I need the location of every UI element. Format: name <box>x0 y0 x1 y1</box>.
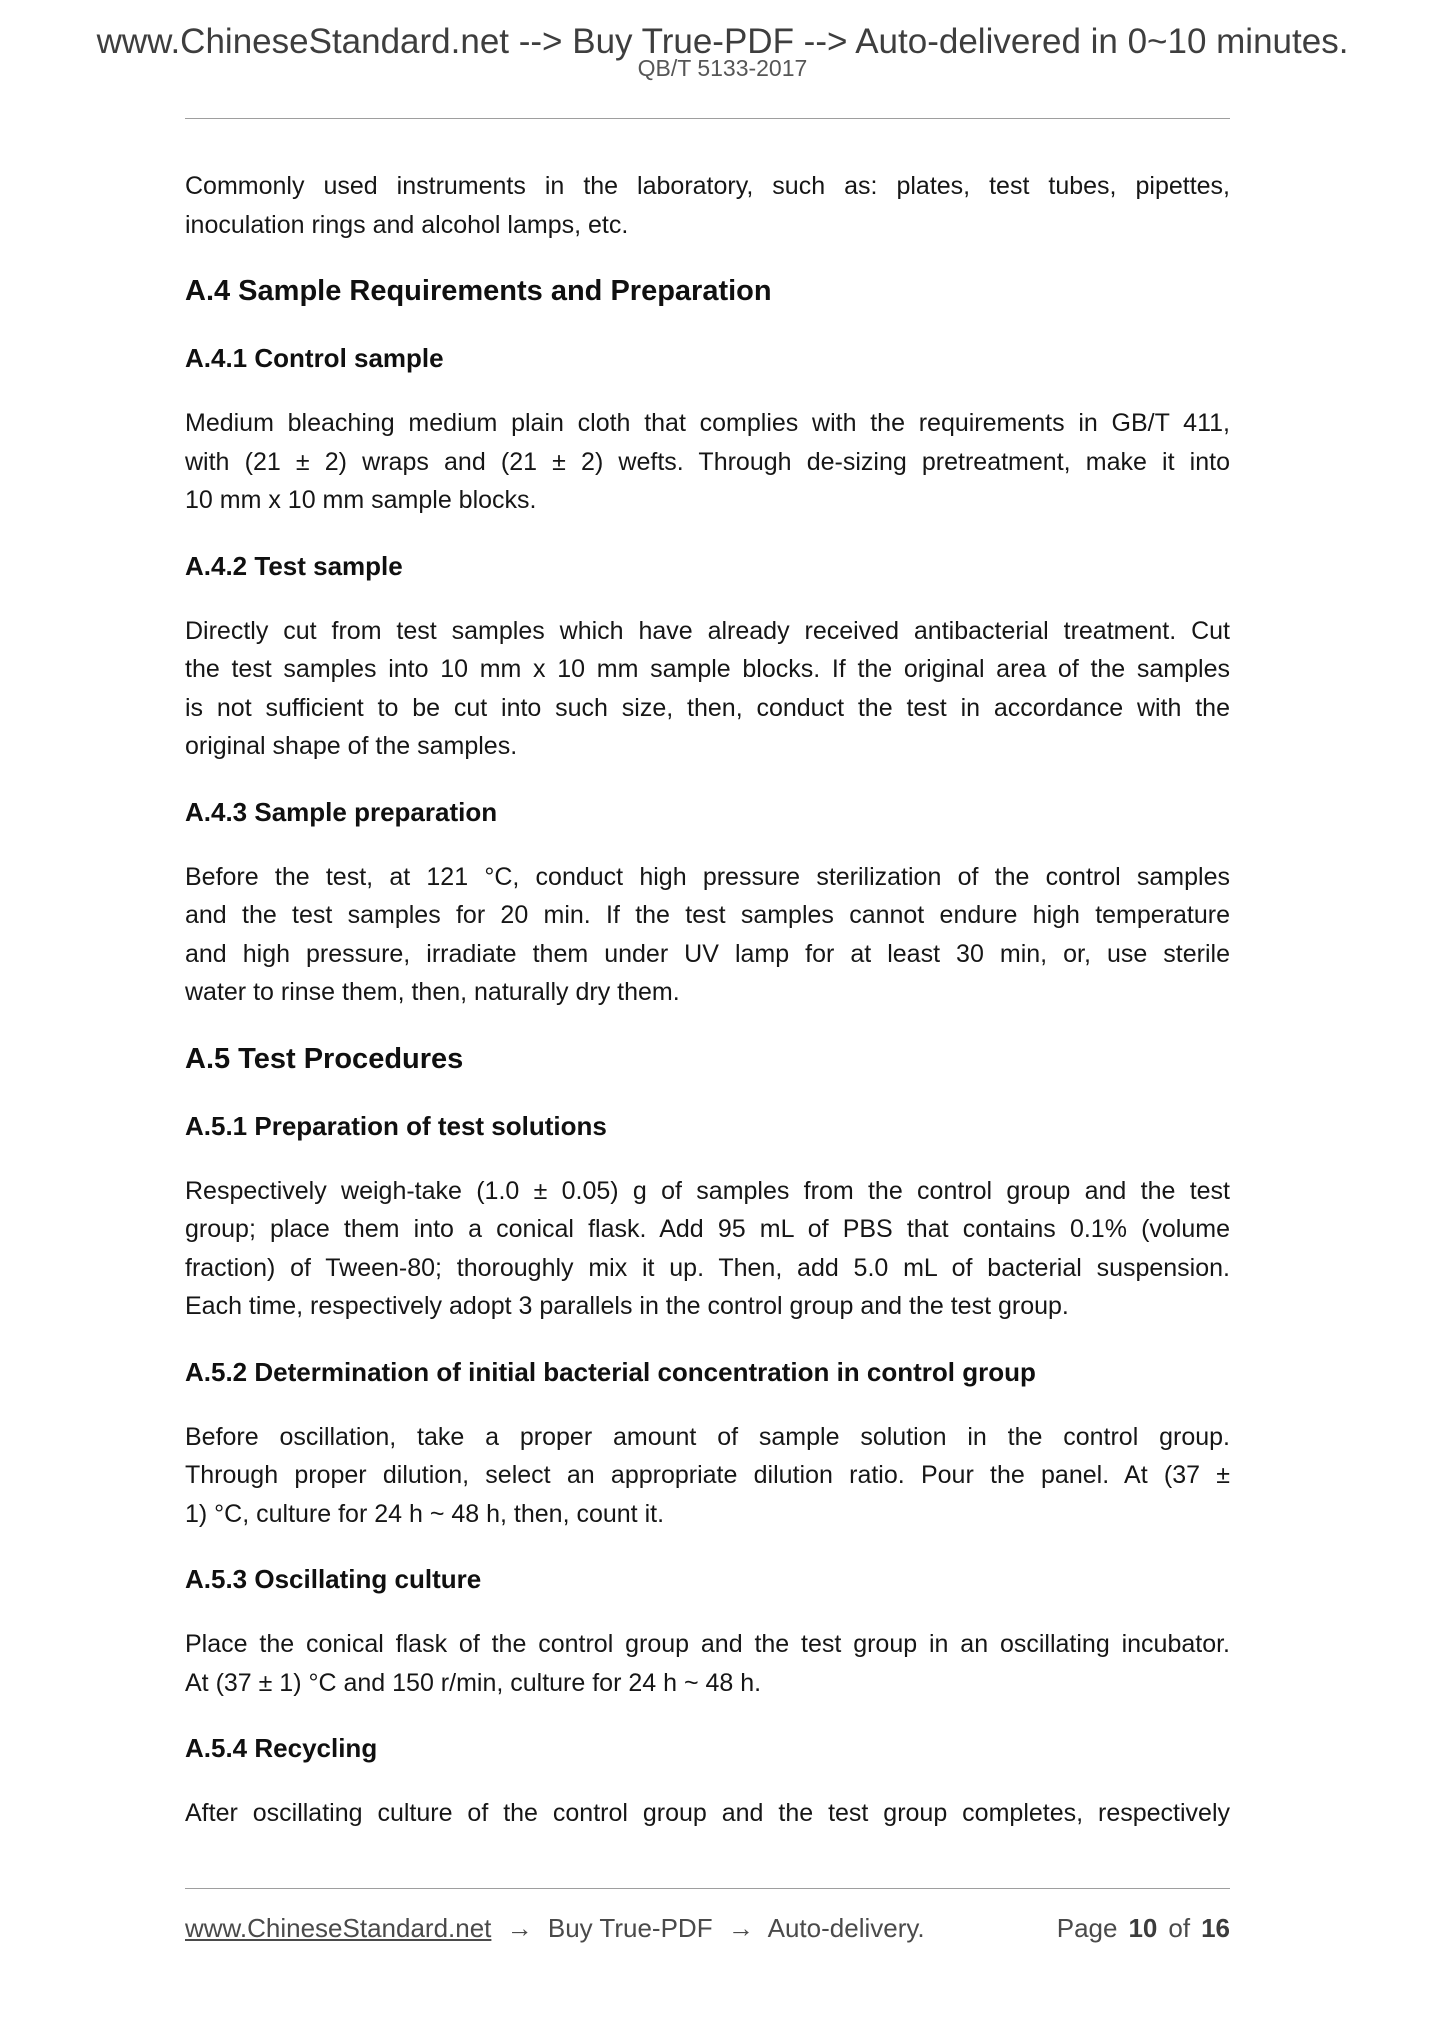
subsection-heading <box>185 1352 1230 1392</box>
page-total: 16 <box>1201 1913 1230 1943</box>
text-line: water to rinse them, then, naturally dry them. <box>185 978 680 1006</box>
subsection-heading <box>185 792 1230 832</box>
text-line: inoculation rings and alcohol lamps, etc. <box>185 210 629 239</box>
text-line: Through proper dilution, select an appropriate dilution ratio. Pour the panel. At (37 ± <box>185 1461 1230 1489</box>
paragraph <box>185 612 1230 766</box>
site-banner: www.ChineseStandard.net --> Buy True-PDF --> Auto-delivered in 0~10 minutes. <box>96 22 1349 61</box>
header-divider <box>185 118 1230 119</box>
site-link[interactable]: www.ChineseStandard.net <box>185 1913 492 1943</box>
footer-action-buy: Buy True-PDF <box>547 1913 713 1943</box>
paragraph <box>185 858 1230 1012</box>
text-line: original shape of the samples. <box>185 732 518 760</box>
subsection-heading <box>185 1559 1230 1599</box>
text-line: with (21 ± 2) wraps and (21 ± 2) wefts. Through de-sizing pretreatment, make it into <box>185 447 1230 476</box>
page-indicator <box>1057 1913 1230 1944</box>
text-line: A.4 Sample Requirements and Preparation <box>185 275 772 307</box>
subsection-heading <box>185 1728 1230 1768</box>
text-line: the test samples into 10 mm x 10 mm sample blocks. If the original area of the samples <box>185 655 1230 683</box>
paragraph <box>185 404 1230 520</box>
text-line: Commonly used instruments in the laboratory, such as: plates, test tubes, pipettes, <box>185 172 1230 200</box>
document-body <box>185 167 1230 1859</box>
text-line: Directly cut from test samples which have already received antibacterial treatment. Cut <box>185 616 1230 645</box>
document-number: QB/T 5133-2017 <box>637 55 808 81</box>
arrow-right-icon: → <box>506 1913 533 1943</box>
text-line: A.5.2 Determination of initial bacterial concentration in control group <box>185 1356 1036 1387</box>
text-line: 1) °C, culture for 24 h ~ 48 h, then, count it. <box>185 1499 665 1528</box>
text-line: Place the conical flask of the control group and the test group in an oscillating incubator. <box>185 1630 1230 1658</box>
text-line: A.5.1 Preparation of test solutions <box>185 1110 607 1141</box>
text-line: Before oscillation, take a proper amount of sample solution in the control group. <box>185 1422 1230 1451</box>
paragraph <box>185 1794 1230 1833</box>
page-of-label: of <box>1168 1913 1191 1943</box>
text-line: and the test samples for 20 min. If the test samples cannot endure high temperature <box>185 901 1230 929</box>
text-line: A.5.4 Recycling <box>185 1733 378 1763</box>
text-line: Medium bleaching medium plain cloth that complies with the requirements in GB/T 411, <box>185 409 1230 437</box>
footer-action-delivery: Auto-delivery. <box>767 1913 925 1943</box>
text-line: fraction) of Tween-80; thoroughly mix it up. Then, add 5.0 mL of bacterial suspension. <box>185 1253 1230 1282</box>
footer-site-line <box>185 1913 933 1944</box>
paragraph <box>185 1418 1230 1534</box>
text-line: and high pressure, irradiate them under UV lamp for at least 30 min, or, use sterile <box>185 939 1230 968</box>
text-line: A.4.2 Test sample <box>185 550 403 581</box>
page-footer <box>185 1888 1230 1944</box>
text-line: 10 mm x 10 mm sample blocks. <box>185 486 537 514</box>
text-line: A.4.3 Sample preparation <box>185 796 498 827</box>
page-label: Page <box>1056 1913 1118 1943</box>
paragraph <box>185 1625 1230 1702</box>
text-line: group; place them into a conical flask. Add 95 mL of PBS that contains 0.1% (volume <box>185 1215 1230 1243</box>
text-line: Each time, respectively adopt 3 parallels in the control group and the test group. <box>185 1292 1069 1320</box>
subsection-heading <box>185 1106 1230 1146</box>
arrow-right-icon: → <box>727 1913 754 1943</box>
section-heading <box>185 270 1230 312</box>
paragraph <box>185 167 1230 244</box>
section-heading <box>185 1038 1230 1080</box>
text-line: At (37 ± 1) °C and 150 r/min, culture for 24 h ~ 48 h. <box>185 1668 762 1697</box>
paragraph <box>185 1172 1230 1326</box>
subsection-heading <box>185 338 1230 378</box>
text-line: After oscillating culture of the control group and the test group completes, respectively <box>185 1799 1230 1827</box>
subsection-heading <box>185 546 1230 586</box>
page-current: 10 <box>1128 1913 1158 1943</box>
text-line: A.4.1 Control sample <box>185 343 444 373</box>
text-line: is not sufficient to be cut into such size, then, conduct the test in accordance with the <box>185 693 1230 722</box>
text-line: Respectively weigh-take (1.0 ± 0.05) g of samples from the control group and the test <box>185 1176 1230 1205</box>
text-line: A.5.3 Oscillating culture <box>185 1564 482 1594</box>
text-line: Before the test, at 121 °C, conduct high pressure sterilization of the control samples <box>185 862 1230 891</box>
text-line: A.5 Test Procedures <box>185 1042 464 1075</box>
